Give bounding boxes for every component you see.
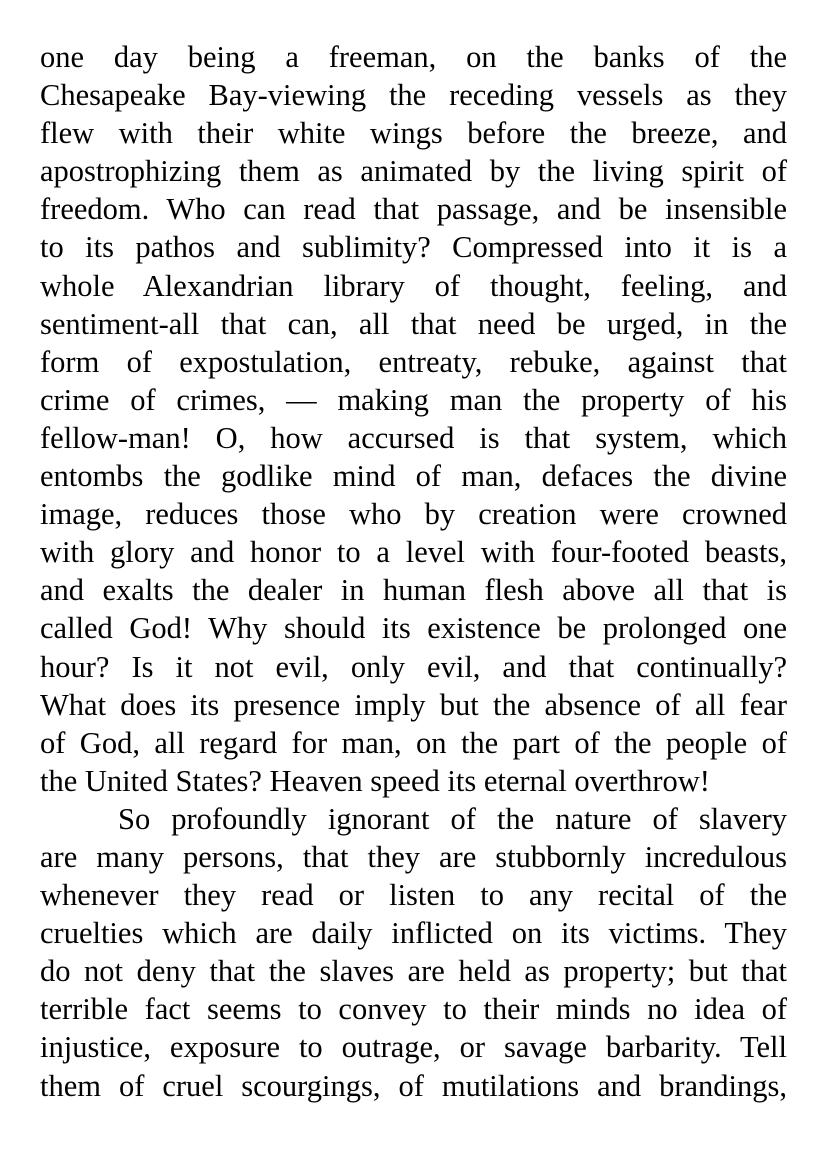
text-line: sentiment-all that can, all that need be urged, in the <box>40 306 787 341</box>
paragraph <box>40 800 787 1105</box>
text-line: What does its presence imply but the absence of all fear <box>40 687 787 722</box>
text-line: flew with their white wings before the breeze, and <box>40 116 787 151</box>
text-line: to its pathos and sublimity? Compressed into it is a <box>40 230 787 265</box>
text-line: do not deny that the slaves are held as property; but that <box>40 954 787 989</box>
text-line: are many persons, that they are stubbornly incredulous <box>40 839 787 874</box>
text-line: entombs the godlike mind of man, defaces the divine <box>40 459 787 494</box>
text-line: of God, all regard for man, on the part of the people of <box>40 725 787 760</box>
text-line: whenever they read or listen to any recital of the <box>40 878 787 913</box>
text-line: the United States? Heaven speed its eternal overthrow! <box>40 763 710 798</box>
text-line: called God! Why should its existence be prolonged one <box>40 611 787 646</box>
text-line: apostrophizing them as animated by the living spirit of <box>40 154 787 189</box>
text-line: terrible fact seems to convey to their minds no idea of <box>40 992 787 1027</box>
text-line: So profoundly ignorant of the nature of slavery <box>118 801 787 836</box>
text-line: and exalts the dealer in human flesh above all that is <box>40 573 787 608</box>
text-line: cruelties which are daily inflicted on its victims. They <box>40 916 787 951</box>
text-line: form of expostulation, entreaty, rebuke, against that <box>40 344 787 379</box>
text-line: injustice, exposure to outrage, or savage barbarity. Tell <box>40 1030 787 1065</box>
text-line: them of cruel scourgings, of mutilations and brandings, <box>40 1068 787 1103</box>
text-line: freedom. Who can read that passage, and be insensible <box>40 192 787 227</box>
text-line: image, reduces those who by creation were crowned <box>40 497 787 532</box>
paragraph <box>40 38 787 800</box>
text-line: with glory and honor to a level with four-footed beasts, <box>40 535 787 570</box>
text-line: Chesapeake Bay-viewing the receding vessels as they <box>40 78 787 113</box>
text-line: crime of crimes, — making man the property of his <box>40 382 787 417</box>
text-line: whole Alexandrian library of thought, feeling, and <box>40 268 787 303</box>
text-line: one day being a freeman, on the banks of the <box>40 40 787 74</box>
text-line: fellow-man! O, how accursed is that system, which <box>40 420 787 455</box>
page-text <box>40 38 787 1105</box>
text-line: hour? Is it not evil, only evil, and that continually? <box>40 649 787 684</box>
